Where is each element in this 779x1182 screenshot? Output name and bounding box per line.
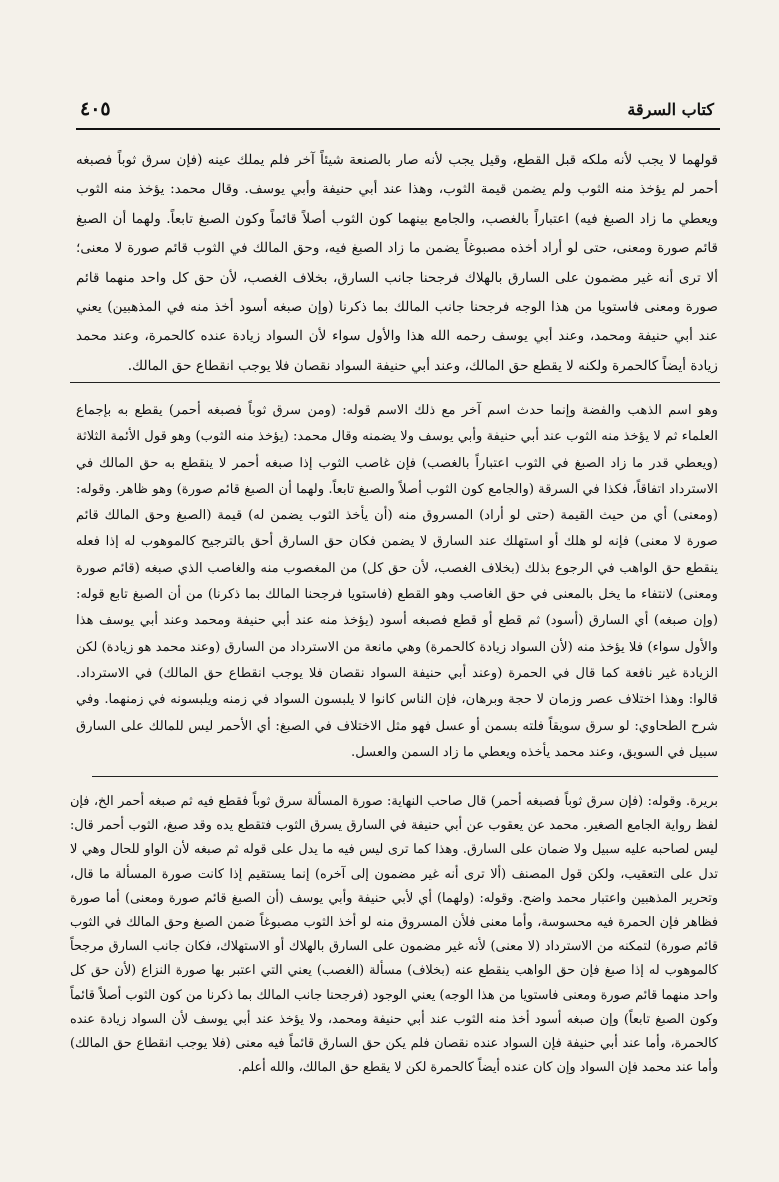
main-paragraph: قولهما لا يجب لأنه ملكه قبل القطع، وقيل يجب لأنه صار بالصنعة شيئاً آخر فلم يملك عينه (فإن سرق ثوباً فصبغه أحمر لم يؤخذ منه الثوب ولم يضمن قيمة الثوب، وهذا عند أبي حنيفة وأبي يوسف. وقال محمد: يؤخذ منه الثوب ويعطي ما زاد الصبغ فيه) اعتباراً بالغصب، والجامع بينهما كون الثوب أصلاً قائماً وكون الصبغ تابعاً. ولهما أن الصبغ قائم صورة ومعنى، حتى لو أراد أخذه مصبوغاً يضمن ما زاد الصبغ فيه، وحق المالك في الثوب قائم صورة لا معنى؛ ألا ترى أنه غير مضمون على السارق بالهلاك فرجحنا جانب السارق، بخلاف الغصب، لأن حق كل واحد منهما قائم صورة ومعنى فاستويا من هذا الوجه فرجحنا جانب المالك بما ذكرنا (وإن صبغه أسود أخذ منه في المذهبين) يعني عند أبي حنيفة ومحمد، وعند أبي يوسف رحمه الله هذا والأول سواء لأن السواد زيادة عنده كالحمرة، وعند محمد زيادة أيضاً كالحمرة ولكنه لا يقطع حق المالك، وعند أبي حنيفة السواد نقصان فلا يوجب انقطاع حق المالك.	[76, 152, 718, 374]
commentary-paragraph: وهو اسم الذهب والفضة وإنما حدث اسم آخر مع ذلك الاسم قوله: (ومن سرق ثوباً فصبغه أحمر) يقطع به بإجماع العلماء ثم لا يؤخذ منه الثوب عند أبي حنيفة وأبي يوسف ولا يضمنه وقال محمد: (يؤخذ منه الثوب) وهو قول الأئمة الثلاثة (ويعطي قدر ما زاد الصبغ في الثوب اعتباراً بالغصب) فإن غاصب الثوب إذا صبغه أحمر لا ينقطع به حق المالك في الاسترداد اتفاقاً، فكذا في السرقة (والجامع كون الثوب أصلاً والصبغ تابعاً. ولهما أن الصبغ قائم صورة) وهو ظاهر. وقوله: (ومعنى) أي من حيث القيمة (حتى لو أراد) المسروق منه (أن يأخذ الثوب يضمن له) قيمة (الصبغ وحق المالك قائم صورة لا معنى) فإنه لو هلك أو استهلك عند السارق لا يضمن فكان حق السارق أحق بالترجيح كالموهوب له إذا فعله ينقطع حق الواهب في الرجوع بذلك (بخلاف الغصب، لأن حق كل) من المغصوب منه والغاصب الذي صبغه (قائم صورة ومعنى) لانتفاء ما يخل بالمعنى في حق الغاصب وهو القطع (فاستويا فرجحنا المالك بما ذكرنا) من أن الصبغ تابع قوله: (وإن صبغه) أي السارق (أسود) ثم قطع أو قطع فصبغه أسود (يؤخذ منه عند أبي حنيفة ومحمد وعند أبي يوسف هذا والأول سواء) فلا يؤخذ منه (لأن السواد زيادة كالحمرة) وهي مانعة من الاسترداد من السارق (وعند محمد هو زيادة) لكن الزيادة غير نافعة كما قال في الحمرة (وعند أبي حنيفة السواد نقصان فلا يوجب انقطاع حق المالك) في الاسترداد. قالوا: وهذا اختلاف عصر وزمان لا حجة وبرهان، فإن الناس كانوا لا يلبسون السواد في زمنه ويلبسونه في زمنهما. وفي شرح الطحاوي: لو سرق سويقاً فلته بسمن أو عسل فهو مثل الاختلاف في الصبغ: أي الأحمر ليس للمالك على السارق سبيل في السويق، وعند محمد يأخذه ويعطي ما زاد السمن والعسل.	[75, 403, 718, 760]
commentary-text	[76, 398, 718, 766]
chapter-title: كتاب السرقة	[627, 100, 714, 119]
footnotes-text	[70, 790, 718, 1080]
page-number: ٤٠٥	[80, 98, 111, 120]
footnotes-paragraph: بريرة. وقوله: (فإن سرق ثوباً فصبغه أحمر) قال صاحب النهاية: صورة المسألة سرق ثوباً فقطع فيه ثم صبغه أحمر الخ، فإن لفظ رواية الجامع الصغير. محمد عن يعقوب عن أبي حنيفة في السارق يسرق الثوب فتقطع يده وقد صبغ، الثوب أحمر قال: ليس لصاحبه عليه سبيل ولا ضمان على السارق. وهذا كما ترى ليس فيه ما يدل على قوله ثم صبغه لأن الواو للحال وهي لا تدل على التعقيب، ولكن قول المصنف (ألا ترى أنه غير مضمون إلى آخره) إنما يستقيم إذا كانت صورة المسألة ما قال، وتحرير المذهبين واعتبار محمد واضح. وقوله: (ولهما) أي لأبي حنيفة وأبي يوسف (أن الصبغ قائم صورة ومعنى) أما صورة فظاهر فإن الحمرة فيه محسوسة، وأما معنى فلأن المسروق منه لو أخذ الثوب مصبوغاً ضمن الصبغ وحق المالك في الثوب قائم صورة) لتمكنه من الاسترداد (لا معنى) لأنه غير مضمون على السارق بالهلاك أو الاستهلاك، فكان جانب السارق مرجحاً كالموهوب له إذا صبغ فإن حق الواهب ينقطع عنه (بخلاف) مسألة (الغصب) يعني التي اعتبر بها صورة النزاع (لأن حق كل واحد منهما قائم صورة ومعنى فاستويا من هذا الوجه) يعني الوجود (فرجحنا جانب المالك بما ذكرنا من كون الثوب أصلاً قائماً وكون الصبغ تابعاً) وإن صبغه أسود أخذ منه الثوب عند أبي حنيفة ومحمد، ولا يؤخذ عند أبي يوسف لأن السواد زيادة عنده كالحمرة، وأما عند أبي حنيفة فإن السواد عنده نقصان فلم يكن حق السارق قائماً فيه معنى (فلا يوجب انقطاع حق المالك) وأما عند محمد فإن السواد وإن كان عنده أيضاً كالحمرة لكن لا يقطع حق المالك، والله أعلم.	[70, 794, 718, 1076]
separator-line	[70, 382, 720, 383]
separator-line	[92, 776, 718, 777]
main-text	[76, 146, 718, 381]
page-header	[76, 96, 720, 130]
